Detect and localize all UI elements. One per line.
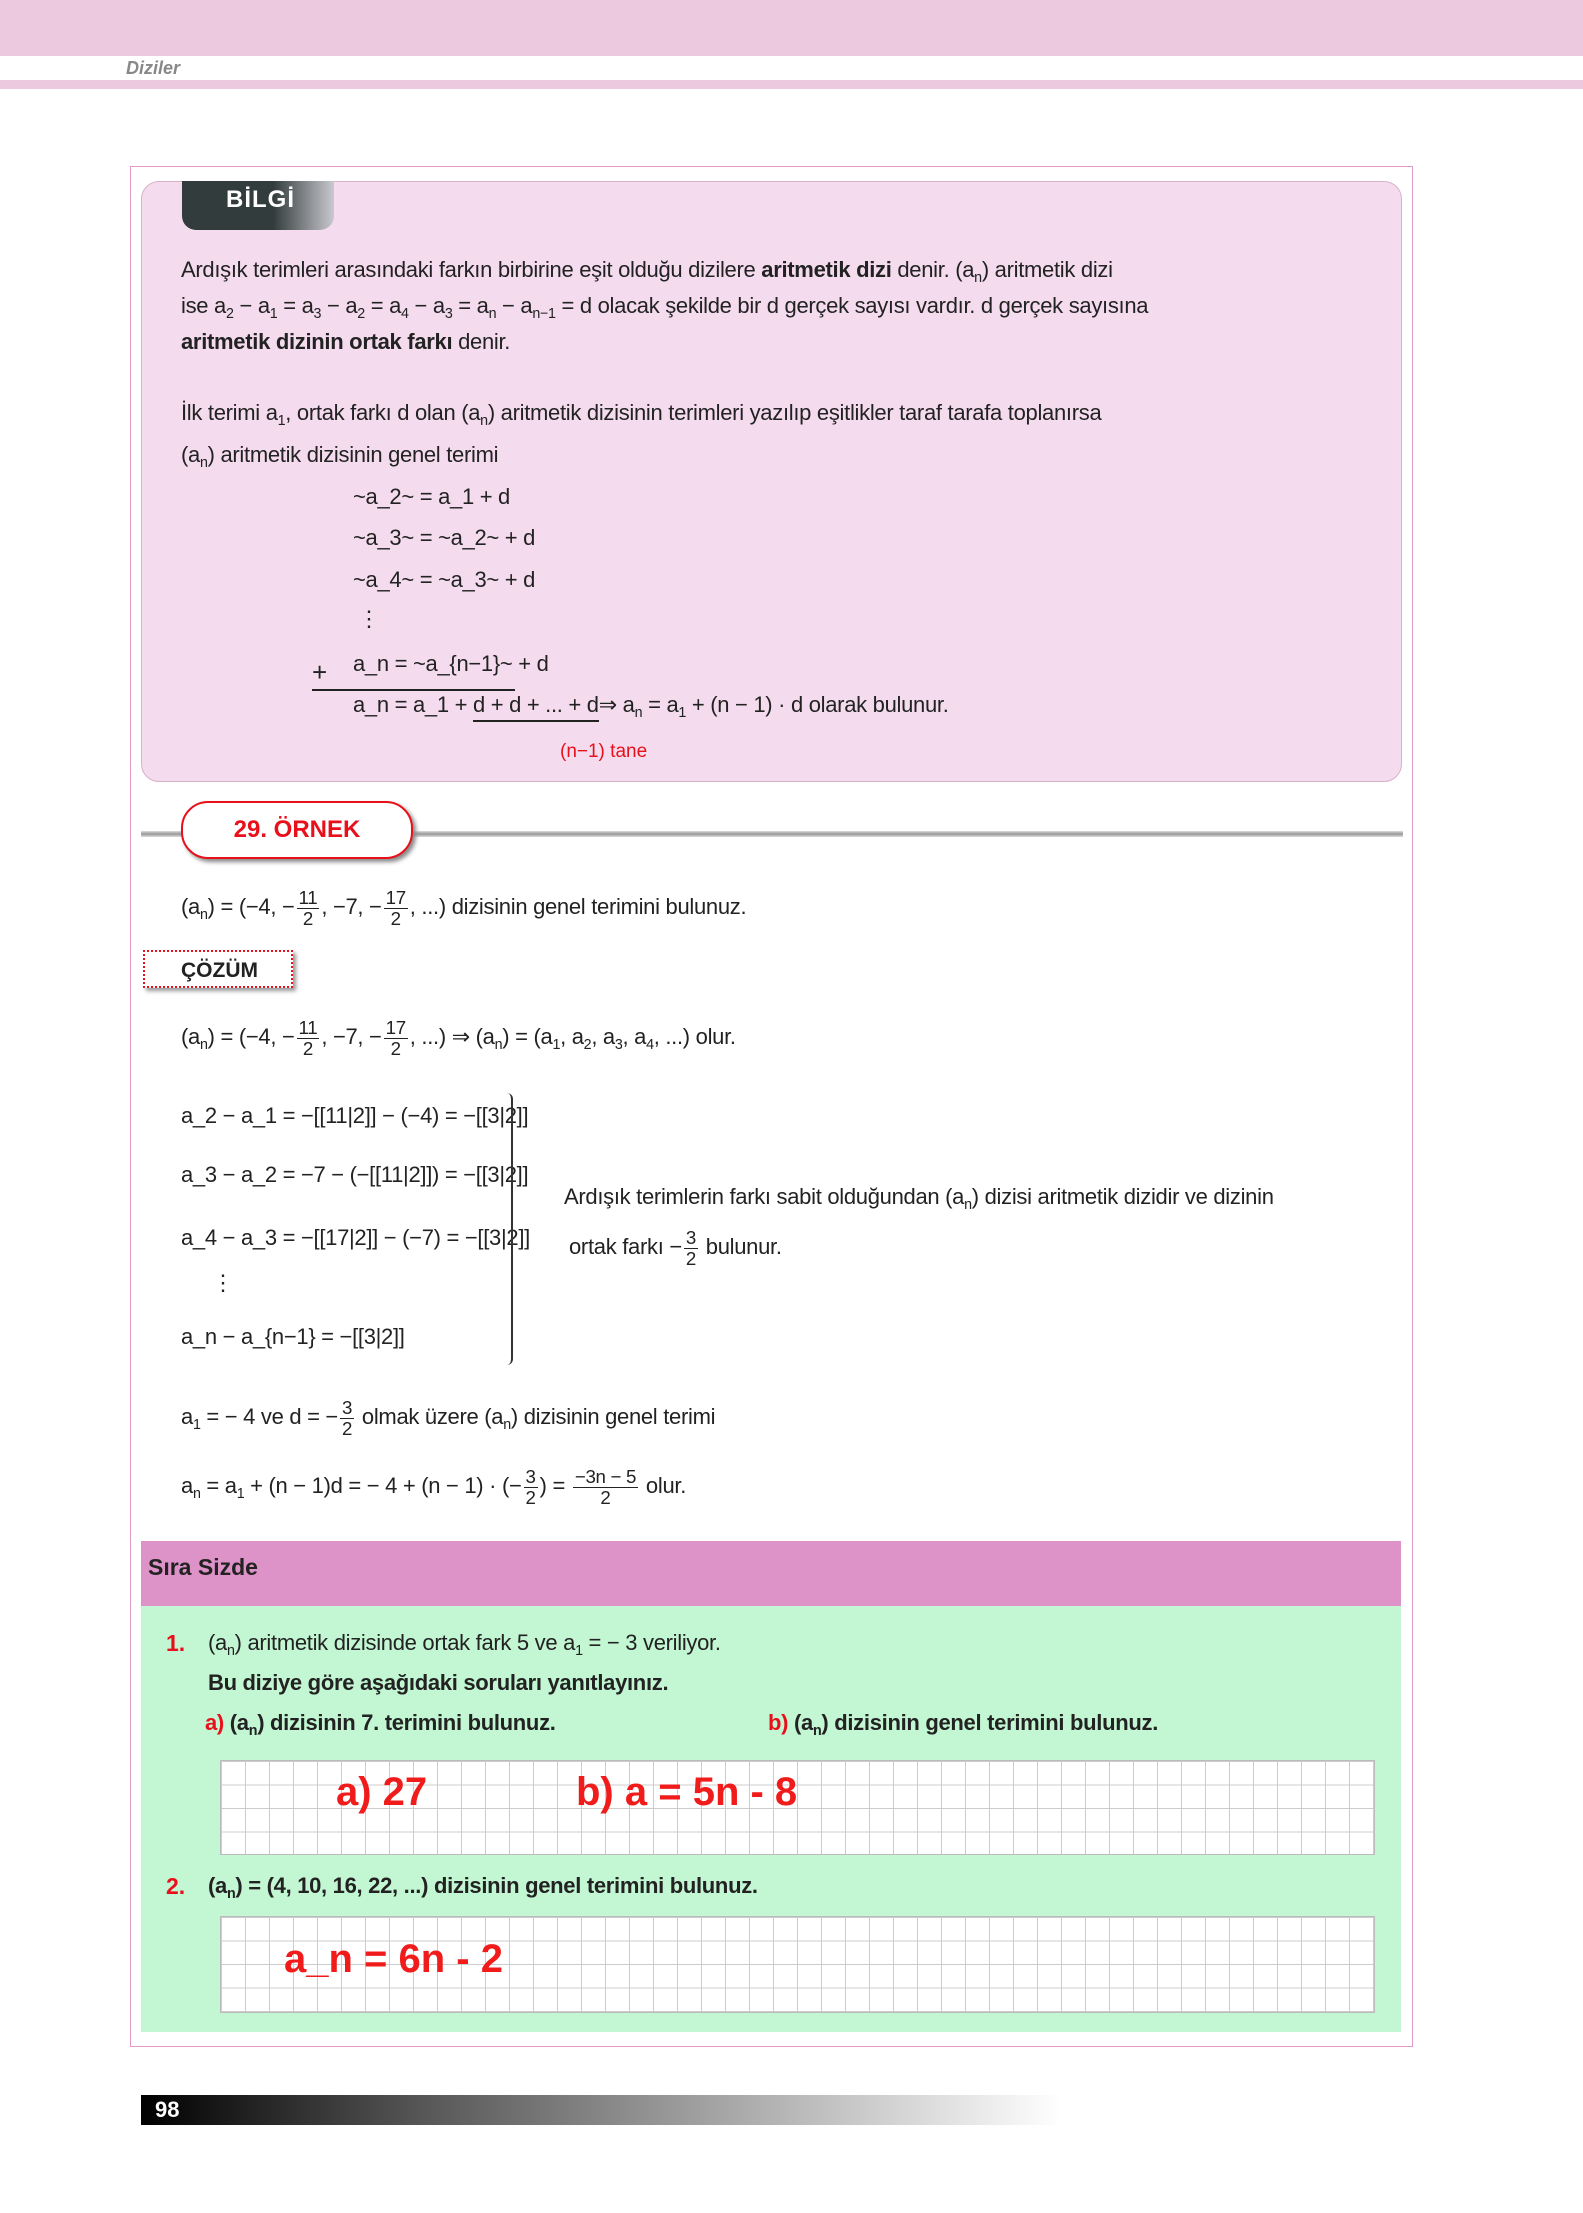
plus-sign: + — [312, 657, 328, 687]
difference-3: a_4 − a_3 = −[[17|2]] − (−7) = −[[3|2]] — [181, 1225, 530, 1250]
difference-1: a_2 − a_1 = −[[11|2]] − (−4) = −[[3|2]] — [181, 1103, 529, 1128]
question-2: $(a_n) = (4$, 10, 16, 22, ...) dizisinin genel terimini bulunuz. — [208, 1873, 758, 1902]
page-number-bar — [141, 2095, 1061, 2125]
underbraced-terms: d + d + ... + d — [473, 692, 599, 722]
sum-left-side: a_n = a_1 + — [353, 692, 473, 717]
question-1b — [768, 1710, 1159, 1739]
solution-line-1: $(a_n) = (-4$, − $\frac{11}{2}$ , −7, − $\frac{17}{2}$ , ...) ⇒ $(a_n) = (a_1$, $a_2$, $a_3$, $a_4$, ...) olur. — [181, 1017, 736, 1059]
question-1: $(a_n)$ aritmetik dizisinde ortak fark 5 ve $a_1$ = − 3 veriliyor. — [208, 1630, 721, 1659]
fraction: $\frac{3}{2}$ — [685, 1227, 696, 1269]
equation-dots: ⋮ — [358, 606, 380, 631]
question-1-number: 1. — [166, 1630, 186, 1656]
conclusion-1: Ardışık terimlerin farkı sabit olduğundan $(a_n)$ dizisi aritmetik dizidir ve dizinin — [564, 1184, 1274, 1213]
equation-3: ~a_4~ = ~a_3~ + d — [353, 567, 536, 592]
conclusion-2: ortak farkı − $\frac{3}{2}$ bulunur. — [569, 1227, 782, 1269]
info-paragraph-2: ise $a_2 - a_1 = a_3 - a_2 = a_4 - a_3 = a_n - a_{n-1} = d$ olacak şekilde bir d gerçek sayısı vardır. d gerçek sayısına — [181, 293, 1149, 322]
count-label: (n−1) tane — [560, 741, 648, 762]
answer-b: b) a = 5n - 8 — [576, 1770, 798, 1814]
fraction: $\frac{3}{2}$ — [525, 1466, 536, 1508]
term-bold: aritmetik dizinin ortak farkı — [181, 329, 453, 354]
answer-a: a) 27 — [336, 1770, 428, 1814]
question-2-number: 2. — [166, 1873, 186, 1899]
header-band — [0, 0, 1583, 56]
practice-header — [141, 1541, 1401, 1606]
part-label: b) — [768, 1710, 789, 1735]
example-question: $(a_n) = (-4$, − $\frac{11}{2}$ , −7, − $\frac{17}{2}$ , ...) dizisinin genel terimini bulunuz. — [181, 887, 747, 929]
fraction: $\frac{11}{2}$ — [298, 1017, 318, 1059]
solution-line-2: $a_1$ = − 4 ve d = − $\frac{3}{2}$ olmak üzere $(a_n)$ dizisinin genel terimi — [181, 1397, 716, 1439]
fraction: $\frac{3}{2}$ — [341, 1397, 353, 1439]
text: Ardışık terimleri arasındaki farkın birbirine eşit olduğu dizilere — [181, 257, 762, 282]
fraction: $\frac{17}{2}$ — [385, 887, 406, 929]
text: ⇒ $a_n = a_1 + (n - 1) \cdot d$ olarak bulunur. — [598, 692, 949, 721]
question-1a — [205, 1710, 556, 1739]
text: $(a_n)$ dizisinin 7. terimini bulunuz. — [229, 1710, 556, 1739]
fraction: $\frac{11}{2}$ — [298, 887, 318, 929]
practice-title: Sıra Sizde — [148, 1554, 258, 1580]
info-paragraph-3 — [181, 329, 510, 355]
info-paragraph-1 — [181, 257, 1113, 286]
fraction: $\frac{17}{2}$ — [385, 1017, 406, 1059]
text: $(a_n)$ dizisinin genel terimini bulunuz. — [793, 1710, 1159, 1739]
info-paragraph-5: $(a_n)$ aritmetik dizisinin genel terimi — [181, 442, 499, 471]
solution-label: ÇÖZÜM — [143, 950, 293, 988]
example-label: 29. ÖRNEK — [181, 801, 413, 859]
text: denir. $(a_n)$ aritmetik dizi — [891, 257, 1113, 286]
equation-n: a_n = ~a_{n−1}~ + d — [353, 651, 549, 676]
info-paragraph-4: İlk terimi $a_1$, ortak farkı d olan $(a_n)$ aritmetik dizisinin terimleri yazılıp eşitlikler taraf tarafa toplanırsa — [181, 400, 1102, 429]
difference-2: a_3 − a_2 = −7 − (−[[11|2]]) = −[[3|2]] — [181, 1162, 529, 1187]
page-number: 98 — [155, 2097, 180, 2122]
difference-n: a_n − a_{n−1} = −[[3|2]] — [181, 1324, 405, 1349]
sum-equation — [353, 692, 949, 721]
question-1-instruction: Bu diziye göre aşağıdaki soruları yanıtlayınız. — [208, 1670, 669, 1695]
header-strip — [0, 80, 1583, 89]
fraction: $\frac{-3n - 5}{2}$ — [574, 1466, 637, 1508]
text: denir. — [452, 329, 511, 354]
answer-2: a_n = 6n - 2 — [284, 1937, 503, 1981]
right-brace — [503, 1093, 513, 1365]
equation-1: ~a_2~ = a_1 + d — [353, 484, 510, 509]
info-tab-label: BİLGİ — [226, 186, 295, 213]
term-bold: aritmetik dizi — [761, 257, 892, 282]
part-label: a) — [205, 1710, 224, 1735]
section-title: Diziler — [126, 58, 181, 78]
solution-line-3: $a_n = a_1 + (n - 1)d$ = − 4 + (n − 1) · (− $\frac{3}{2}$ ) = $\frac{-3n - 5}{2}$ olur. — [181, 1466, 687, 1508]
difference-dots: ⋮ — [212, 1270, 234, 1295]
sum-line — [312, 689, 515, 691]
equation-2: ~a_3~ = ~a_2~ + d — [353, 525, 536, 550]
